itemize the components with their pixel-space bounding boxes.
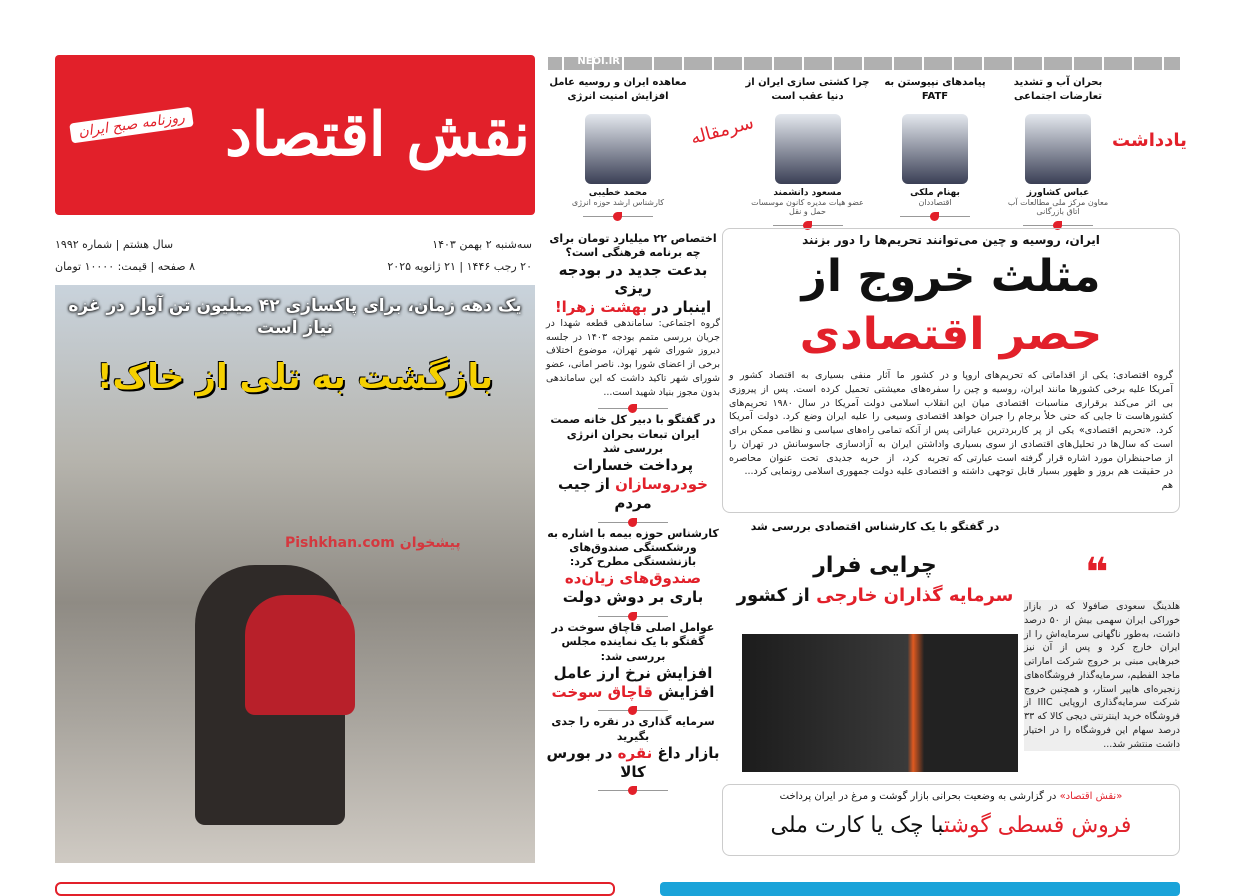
- pages-price: ۸ صفحه | قیمت: ۱۰۰۰۰ تومان: [55, 260, 196, 273]
- date-persian: سه‌شنبه ۲ بهمن ۱۴۰۳: [432, 238, 532, 251]
- author-photo: [902, 114, 968, 184]
- story-headline: [546, 744, 720, 782]
- cover-kicker: یک دهه زمان، برای پاکسازی ۴۲ میلیون تن آوار در غزه نیاز است: [68, 296, 522, 339]
- site-label: NEOI.IR: [577, 56, 620, 67]
- main-story[interactable]: [722, 228, 1180, 513]
- side-story-5[interactable]: [546, 715, 720, 791]
- story-headline: افزایش نرخ ارز عامل: [553, 663, 713, 682]
- headline-red: فروش قسطی گوشت: [943, 813, 1132, 838]
- note-title: بحران آب و تشدید تعارضات اجتماعی: [1013, 77, 1103, 102]
- headline-black: افزایش: [658, 682, 715, 701]
- story-kicker: سرمایه گذاری در نقره را جدی بگیرید: [551, 715, 715, 743]
- main-body-left: در کشور ما آثار منفی بسیاری به اقتصاد کشور و سفره‌های معیشتی تحمیل کرده است. پس از پیروزی انقلاب اسلامی دولت آمریکا در سال ۱۹۸۰ تحریم‌های اقتصادی وسیعی را علیه ایران وضع کرد. دولت آمریکا پس از آنکه تمامی راه‌های سیاسی و نظامی ممکن برای واداشتن ایران به آزادسازی جاسوسانش در تهران را تجربه کرد، از حربه جدیدی تحت عنوان محاصره اقتصادی علیه دولت جمهوری اسلامی رونمایی کرد...: [729, 370, 949, 478]
- story-headline-2: باری بر دوش دولت: [562, 588, 704, 607]
- main-headline-2: حصر اقتصادی: [799, 309, 1103, 360]
- author-name: محمد خطیبی: [588, 188, 648, 198]
- page-marker-icon: [598, 515, 668, 523]
- page-marker-icon: [598, 703, 668, 711]
- side-story-4[interactable]: [546, 621, 720, 711]
- editorial-title: معاهده ایران و روسیه عامل افزایش امنیت انرژی: [549, 77, 687, 102]
- headline-red: نقره: [617, 743, 653, 762]
- cover-headline: بازگشت به تلی از خاک!: [96, 357, 494, 397]
- author-photo: [775, 114, 841, 184]
- headline-black: اینبار در: [652, 298, 712, 317]
- main-body-right: گروه اقتصادی: یکی از اقداماتی که تحریم‌های اروپا و آمریکا علیه برخی کشورها مانند ایران، روسیه و چین را بی اثر می‌کند برقراری مناسبات اقتصادی میان این کشورهاست تا جایی که حتی خلأ برجام را جبران خواهد کرد. «تحریم اقتصادی» یکی از پر کاربردترین عباراتی است که سال‌ها در تحلیل‌های اقتصادی از سوی بسیاری از صاحبنظران مورد اشاره قرار گرفته است عبارتی که در حقیقت هم بروز و ظهور بسیار قابل توجهی داشته و هم: [953, 370, 1173, 492]
- headline-red: قاچاق سوخت: [551, 682, 653, 701]
- story-body: گروه اجتماعی: ساماندهی قطعه شهدا در جریان بررسی متمم بودجه ۱۴۰۳ در جلسه دیروز شورای شهر تهران، موضوع اختلاف برخی از اعضای شورا بود. ناصر امانی، عضو شورای شهر تاکید داشت که این ساماندهی بدون مجوز بنیاد شهید است...: [546, 317, 721, 398]
- watermark: پیشخوان Pishkhan.com: [285, 535, 461, 551]
- page-marker-icon: [900, 209, 970, 217]
- story-headline: صندوق‌های زیان‌ده: [564, 569, 702, 588]
- side-story-1[interactable]: [546, 232, 720, 409]
- story-headline: بدعت جدید در بودجه ریزی: [558, 260, 708, 298]
- author-role: عضو هیات مدیره کانون موسسات حمل و نقل: [751, 198, 864, 216]
- story-headline-2: [546, 683, 720, 702]
- page-marker-icon: [583, 209, 653, 217]
- note-title: چرا کشتی سازی ایران از دنیا عقب است: [745, 77, 870, 102]
- side-story-2[interactable]: [546, 413, 720, 522]
- main-kicker: ایران، روسیه و چین می‌توانند تحریم‌ها را دور بزنند: [802, 233, 1100, 247]
- top-strip: [548, 57, 1180, 70]
- author-name: عباس کشاورز: [1026, 188, 1090, 198]
- author-photo: [585, 114, 651, 184]
- meat-story[interactable]: [722, 784, 1180, 856]
- headline-black: بازار داغ: [657, 743, 720, 762]
- cover-photo: [55, 285, 535, 863]
- quote-icon: ❝: [1085, 550, 1109, 596]
- story-kicker: کارشناس حوزه بیمه با اشاره به ورشکستگی صندوق‌های بازنشستگی مطرح کرد:: [547, 526, 719, 569]
- author-role: اقتصاددان: [918, 198, 952, 207]
- meat-headline: [723, 813, 1179, 838]
- story-headline-2: [546, 475, 720, 513]
- page-marker-icon: [598, 401, 668, 409]
- side-column: [546, 232, 720, 795]
- story-headline: پرداخت خسارات: [572, 456, 694, 475]
- main-headline-1: مثلث خروج از: [801, 251, 1101, 302]
- author-role: معاون مرکز ملی مطالعات آب اتاق بازرگانی: [1007, 198, 1109, 216]
- author-name: بهنام ملکی: [910, 188, 960, 198]
- newspaper-logo: نقش اقتصاد: [225, 100, 530, 170]
- headline-black: از جیب مردم: [558, 475, 652, 512]
- logo-subtitle: روزنامه صبح ایران: [69, 107, 194, 144]
- author-name: مسعود دانشمند: [773, 188, 842, 198]
- page-marker-icon: [598, 783, 668, 791]
- headline-red: سرمایه گذاران خارجی: [816, 585, 1014, 606]
- side-story-3[interactable]: [546, 527, 720, 617]
- interview-kicker: در گفتگو با یک کارشناس اقتصادی بررسی شد: [750, 520, 1000, 533]
- photo-child-figure: [245, 595, 355, 715]
- meat-kicker: [723, 791, 1179, 802]
- issue-number: سال هشتم | شماره ۱۹۹۲: [55, 238, 174, 251]
- headline-black: از کشور: [736, 585, 810, 606]
- date-other: ۲۰ رجب ۱۴۴۶ | ۲۱ ژانویه ۲۰۲۵: [387, 260, 532, 273]
- story-kicker: عوامل اصلی قاچاق سوخت در گفتگو با یک نماینده مجلس بررسی شد:: [551, 620, 715, 663]
- editorial[interactable]: [548, 76, 688, 221]
- bottom-box-left: [55, 882, 615, 896]
- story-kicker: اختصاص ۲۲ میلیارد تومان برای چه برنامه فرهنگی است؟: [549, 232, 717, 260]
- note-title: پیامدهای نپیوستن به FATF: [884, 77, 986, 102]
- story-kicker: در گفتگو با دبیر کل خانه صمت ایران تبعات بحران انرژی بررسی شد: [550, 413, 716, 456]
- interview-headline-2: [725, 584, 1025, 607]
- headline-red: بهشت زهرا!: [554, 298, 648, 317]
- note-3[interactable]: [745, 76, 870, 230]
- kicker-text: در گزارشی به وضعیت بحرانی بازار گوشت و مرغ در ایران پرداخت: [779, 791, 1057, 802]
- kicker-red: «نقش اقتصاد»: [1059, 791, 1123, 802]
- interview-photo: [742, 634, 1018, 772]
- headline-black: در بورس کالا: [546, 743, 646, 781]
- interview-headline-1: چرایی فرار: [813, 553, 937, 578]
- page-marker-icon: [598, 609, 668, 617]
- page-marker-icon: [773, 218, 843, 226]
- interview-quote: هلدینگ سعودی صافولا که در بازار خوراکی ایران سهمی بیش از ۵۰ درصد داشت، به‌طور ناگهانی سرمایه‌اش را از ایران خارج کرد و پس از آن نیز خبرهایی مبنی بر خروج شرکت اماراتی ماجد الفطیم، سرمایه‌گذار فروشگاه‌های زنجیره‌ای هایپر استار، و همچنین خروج شرکت سرمایه‌گذاری اروپایی IIIC از فروشگاه خرید اینترنتی دیجی کالا که ۳۳ درصد سهام این فروشگاه را در اختیار داشت منتشر شد...: [1024, 601, 1181, 750]
- author-photo: [1025, 114, 1091, 184]
- note-1[interactable]: [1003, 76, 1113, 230]
- page-marker-icon: [1023, 218, 1093, 226]
- author-role: کارشناس ارشد حوزه انرژی: [571, 198, 665, 207]
- story-headline-2: [546, 298, 720, 317]
- headline-black: با چک یا کارت ملی: [770, 813, 944, 838]
- bottom-banner-right: [660, 882, 1180, 896]
- headline-red: خودروسازان: [615, 475, 708, 494]
- note-2[interactable]: [880, 76, 990, 221]
- notes-label: یادداشت: [1112, 130, 1187, 151]
- editorial-label: سرمقاله: [688, 112, 757, 149]
